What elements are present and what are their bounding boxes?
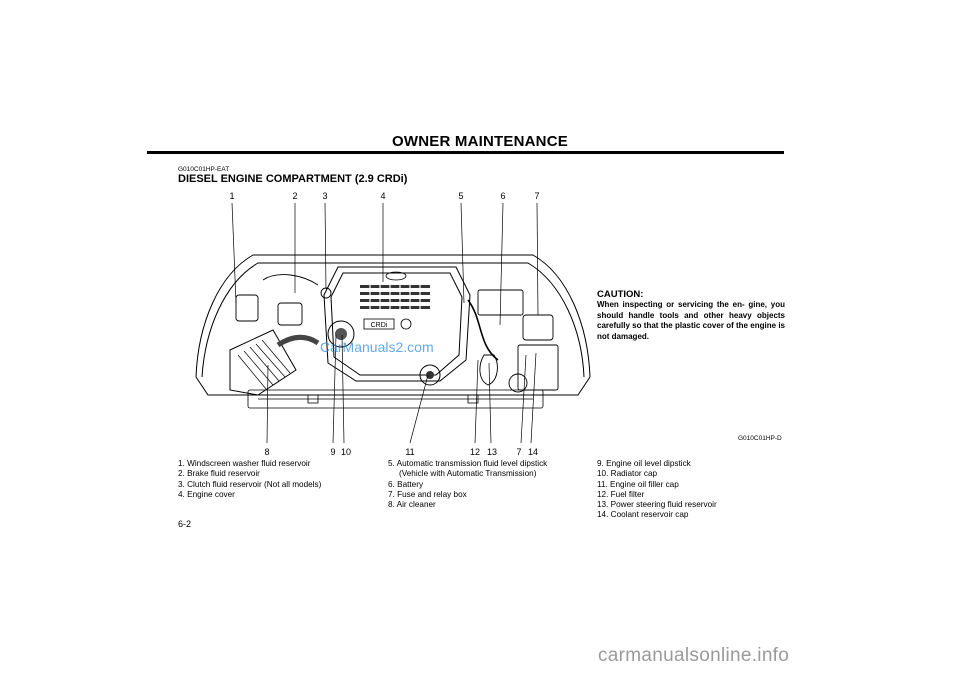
- legend-item: 3. Clutch fluid reservoir (Not all models): [178, 479, 322, 489]
- legend-item-continuation: (Vehicle with Automatic Transmission): [399, 469, 537, 479]
- header-rule: [147, 151, 784, 154]
- figure-code: G010C01HP-D: [738, 435, 782, 442]
- label-bottom-10: 10: [340, 447, 352, 457]
- legend-column-3: [597, 459, 717, 521]
- label-top-6: 6: [500, 191, 506, 201]
- legend-item: 10. Radiator cap: [597, 469, 658, 479]
- legend-column-2: [388, 459, 547, 510]
- label-bottom-11: 11: [405, 447, 415, 457]
- label-top-2: 2: [292, 191, 298, 201]
- legend-item: 14. Coolant reservoir cap: [597, 510, 689, 520]
- label-bottom-12: 12: [469, 447, 481, 457]
- emblem-text: CRDi: [370, 322, 388, 329]
- legend-item: 9. Engine oil level dipstick: [597, 459, 691, 468]
- engine-diagram: [178, 185, 598, 460]
- label-top-3: 3: [322, 191, 328, 201]
- label-bottom-9: 9: [330, 447, 336, 457]
- label-top-4: 4: [380, 191, 386, 201]
- label-bottom-13: 13: [486, 447, 498, 457]
- legend-item: 5. Automatic transmission fluid level dipstick: [388, 459, 548, 468]
- label-bottom-8: 8: [264, 447, 270, 457]
- legend-item: 13. Power steering fluid reservoir: [597, 500, 717, 510]
- watermark-inline: CarManuals2.com: [320, 339, 434, 355]
- legend-item: 1. Windscreen washer fluid reservoir: [178, 459, 311, 468]
- label-bottom-7: 7: [516, 447, 522, 457]
- watermark-footer: carmanualsonline.info: [598, 645, 790, 666]
- legend-item: 2. Brake fluid reservoir: [178, 469, 260, 479]
- legend-item: 8. Air cleaner: [388, 500, 436, 510]
- page-header-title: OWNER MAINTENANCE: [392, 133, 568, 150]
- page-number: 6-2: [178, 519, 192, 529]
- caution-heading: CAUTION:: [597, 289, 644, 300]
- legend-item: 6. Battery: [388, 479, 424, 489]
- legend-item: 7. Fuse and relay box: [388, 489, 467, 499]
- legend-column-1: [178, 459, 321, 500]
- caution-body: When inspecting or servicing the en- gine, you should handle tools and other heavy objects carefully so that the plastic cover of the engine is not damaged.: [597, 300, 785, 341]
- legend-item: 12. Fuel filter: [597, 489, 645, 499]
- legend-item: 4. Engine cover: [178, 489, 235, 499]
- label-top-7: 7: [534, 191, 540, 201]
- label-top-1: 1: [229, 191, 235, 201]
- section-code: G010C01HP-EAT: [178, 166, 230, 173]
- legend-item: 11. Engine oil filler cap: [597, 479, 679, 489]
- label-bottom-14: 14: [527, 447, 539, 457]
- section-title: DIESEL ENGINE COMPARTMENT (2.9 CRDi): [178, 173, 408, 185]
- label-top-5: 5: [458, 191, 464, 201]
